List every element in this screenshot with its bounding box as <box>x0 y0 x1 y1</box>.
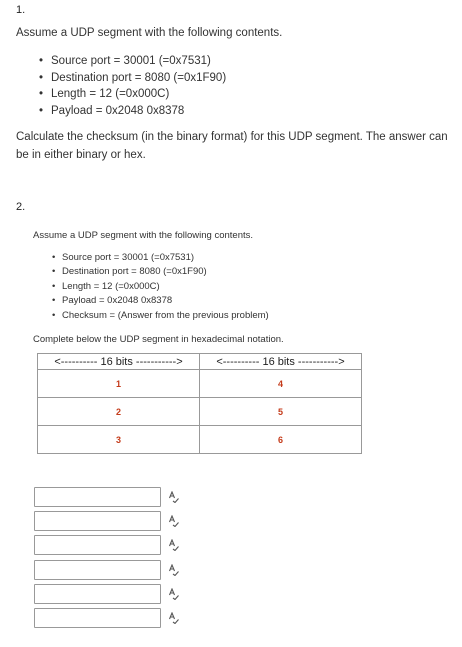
answer-input-6[interactable] <box>34 608 161 628</box>
answer-row-1 <box>34 487 214 509</box>
question-2-number: 2. <box>16 201 26 213</box>
answer-row-4 <box>34 560 214 582</box>
answer-row-5 <box>34 584 214 606</box>
list-item: • Destination port = 8080 (=0x1F90) <box>52 265 412 279</box>
list-item: • Payload = 0x2048 0x8378 <box>52 294 412 308</box>
answer-input-1[interactable] <box>34 487 161 507</box>
spellcheck-icon[interactable] <box>168 612 179 624</box>
table-cell: 5 <box>200 398 362 426</box>
answer-input-3[interactable] <box>34 535 161 555</box>
table-row <box>38 426 362 454</box>
column-header: <---------- 16 bits -----------> <box>38 354 200 370</box>
question-1-task: Calculate the checksum (in the binary format) for this UDP segment. The answer can be in either binary or hex. <box>16 131 448 161</box>
spellcheck-icon[interactable] <box>168 588 179 600</box>
spellcheck-icon[interactable] <box>168 539 179 551</box>
answer-row-2 <box>34 511 214 533</box>
table-cell: 3 <box>38 426 200 454</box>
question-1-intro: Assume a UDP segment with the following contents. <box>16 27 283 39</box>
list-item: • Checksum = (Answer from the previous problem) <box>52 309 412 323</box>
list-item: • Destination port = 8080 (=0x1F90) <box>39 70 439 87</box>
answer-input-2[interactable] <box>34 511 161 531</box>
table-cell: 2 <box>38 398 200 426</box>
list-item: • Length = 12 (=0x000C) <box>52 280 412 294</box>
question-1-list <box>39 53 439 119</box>
question-2-intro: Assume a UDP segment with the following contents. <box>33 230 254 241</box>
answer-row-6 <box>34 608 214 630</box>
table-cell: 6 <box>200 426 362 454</box>
spellcheck-icon[interactable] <box>168 491 179 503</box>
table-row <box>38 398 362 426</box>
question-2-task: Complete below the UDP segment in hexadecimal notation. <box>33 334 284 345</box>
table-cell: 1 <box>38 370 200 398</box>
list-item: • Payload = 0x2048 0x8378 <box>39 103 439 120</box>
udp-segment-table <box>37 353 362 454</box>
list-item: • Source port = 30001 (=0x7531) <box>39 53 439 70</box>
spellcheck-icon[interactable] <box>168 515 179 527</box>
list-item: • Source port = 30001 (=0x7531) <box>52 251 412 265</box>
question-1-number: 1. <box>16 4 26 16</box>
column-header: <---------- 16 bits -----------> <box>200 354 362 370</box>
spellcheck-icon[interactable] <box>168 564 179 576</box>
table-row <box>38 370 362 398</box>
table-cell: 4 <box>200 370 362 398</box>
table-header-row <box>38 354 362 370</box>
answer-row-3 <box>34 535 214 557</box>
list-item: • Length = 12 (=0x000C) <box>39 86 439 103</box>
answer-input-4[interactable] <box>34 560 161 580</box>
answer-input-5[interactable] <box>34 584 161 604</box>
question-2-list <box>52 251 412 323</box>
